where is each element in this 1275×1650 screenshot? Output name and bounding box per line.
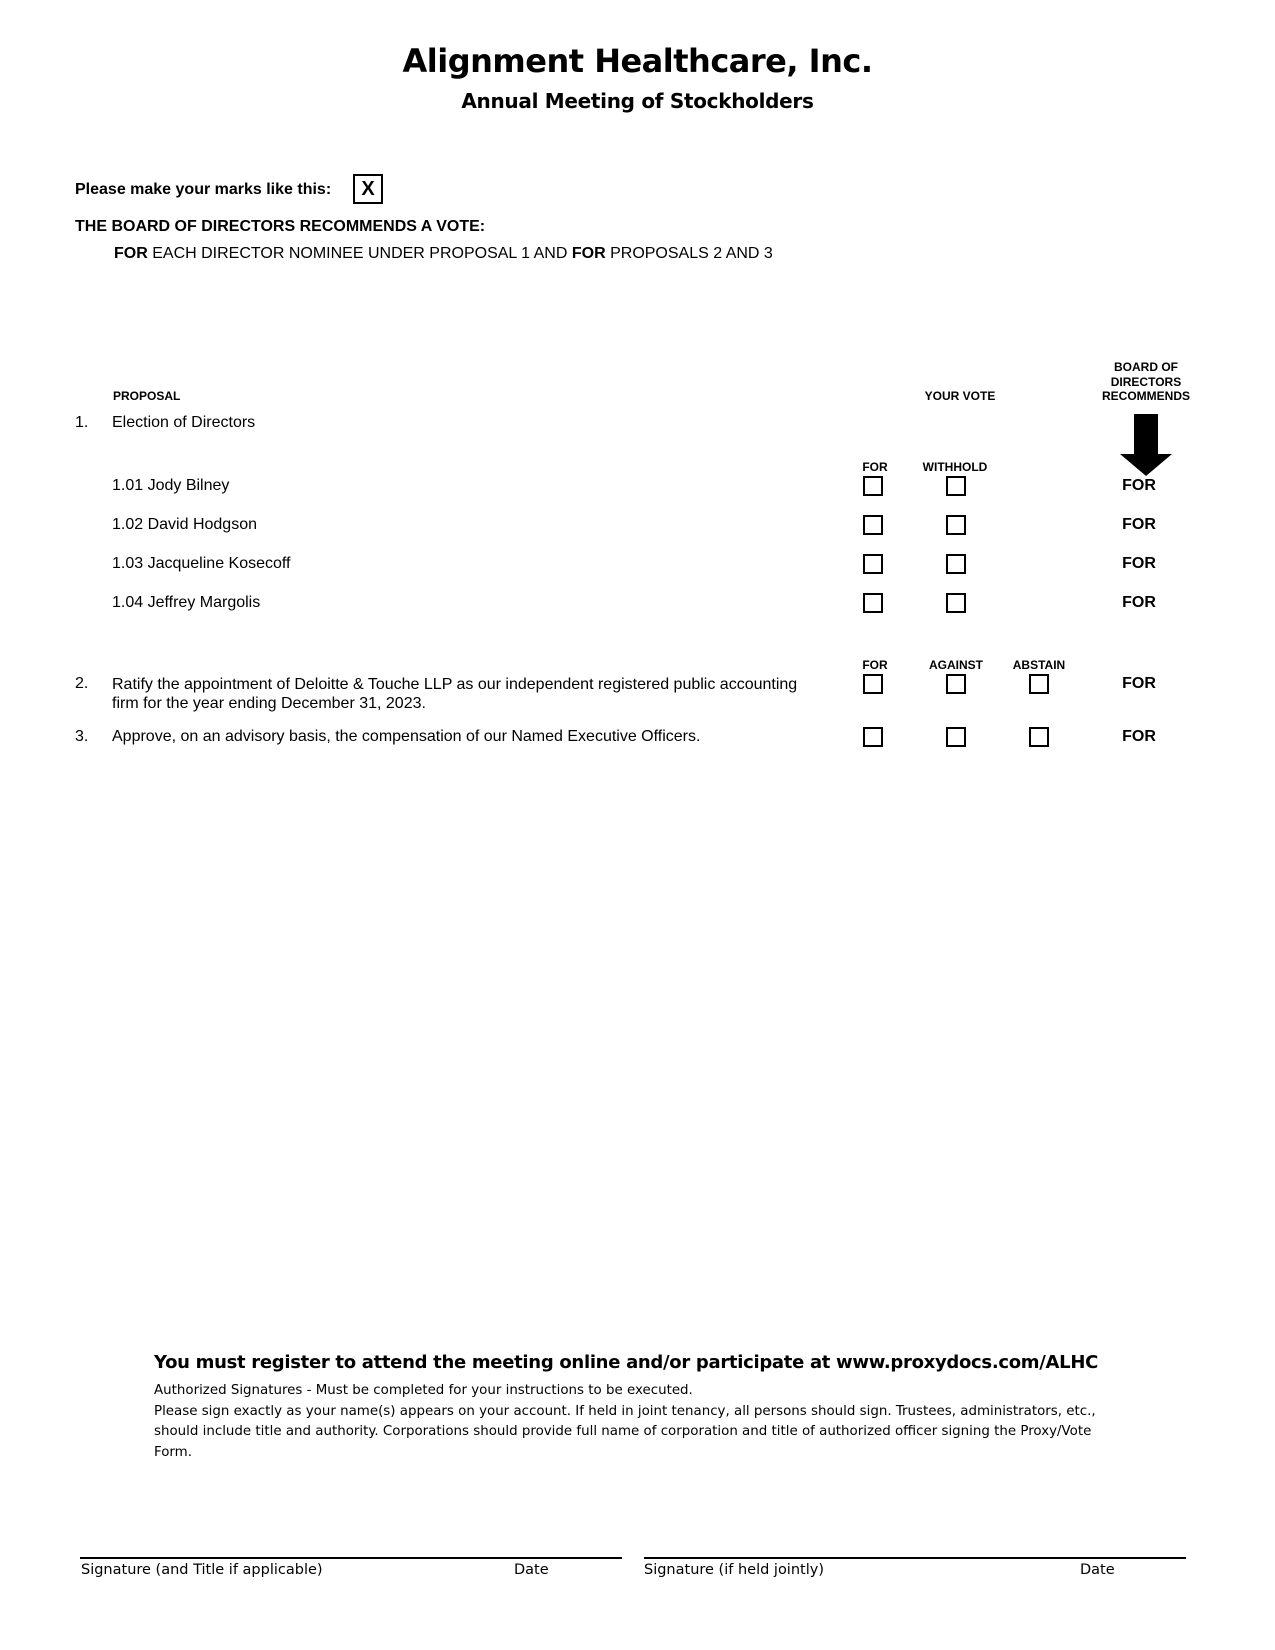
vote-for-checkbox[interactable] (863, 674, 883, 694)
vote-abstain-checkbox[interactable] (1029, 674, 1049, 694)
board-rec-header-line: RECOMMENDS (1101, 389, 1190, 403)
vote-withhold-checkbox[interactable] (946, 593, 966, 613)
authorized-signatures-note: Authorized Signatures - Must be completed for your instructions to be executed. (154, 1383, 693, 1398)
board-rec-header-line: BOARD OF (1114, 360, 1178, 374)
signing-instruction-line: Form. (154, 1444, 192, 1460)
board-line-part1: EACH DIRECTOR NOMINEE UNDER PROPOSAL 1 AND (147, 245, 572, 262)
board-recommendation: FOR (1122, 555, 1156, 572)
vote-for-checkbox[interactable] (863, 554, 883, 574)
your-vote-column-header: YOUR VOTE (924, 389, 996, 403)
board-recommendation: FOR (1122, 477, 1156, 494)
sample-mark-box: X (353, 174, 383, 204)
signing-instruction-line: Please sign exactly as your name(s) appears on your account. If held in joint tenancy, all persons should sign. Trustees, administrators, etc., (154, 1403, 1096, 1419)
board-rec-header-line: DIRECTORS (1110, 374, 1182, 389)
signature-instructions (154, 1381, 1154, 1463)
vote-for-checkbox[interactable] (863, 593, 883, 613)
proposal-number: 1. (75, 414, 89, 431)
board-recommendation: FOR (1122, 675, 1156, 692)
board-recommendation: FOR (1122, 728, 1156, 745)
joint-signature-line[interactable] (644, 1557, 1186, 1559)
proposal-column-header: PROPOSAL (113, 389, 181, 403)
board-recommendation: FOR (1122, 516, 1156, 533)
abstain-column-label: ABSTAIN (1012, 658, 1066, 672)
nominee-label: 1.01 Jody Bilney (112, 477, 230, 494)
withhold-column-label: WITHHOLD (922, 460, 988, 474)
against-column-label: AGAINST (929, 658, 983, 672)
vote-against-checkbox[interactable] (946, 674, 966, 694)
nominee-label: 1.04 Jeffrey Margolis (112, 594, 261, 611)
vote-abstain-checkbox[interactable] (1029, 727, 1049, 747)
for-column-label: FOR (862, 460, 888, 474)
marks-instruction: Please make your marks like this: (75, 181, 332, 198)
board-recommends-column-header (1086, 360, 1206, 404)
proposal-number: 3. (75, 728, 89, 745)
nominee-label: 1.03 Jacqueline Kosecoff (112, 555, 291, 572)
board-recommendation-line (114, 245, 773, 263)
for-emphasis: FOR (114, 245, 148, 262)
document-title: Alignment Healthcare, Inc. (402, 42, 873, 80)
down-arrow-icon (1118, 414, 1174, 476)
proposal-title: Election of Directors (112, 414, 256, 431)
vote-against-checkbox[interactable] (946, 727, 966, 747)
joint-signature-label: Signature (if held jointly) (644, 1562, 824, 1578)
proposal-text (112, 675, 842, 713)
date-label: Date (1080, 1562, 1115, 1578)
proposal-text-line: firm for the year ending December 31, 2023. (112, 695, 426, 712)
signing-instruction-line: should include title and authority. Corporations should provide full name of corporation and title of authorized officer signing the Proxy/Vote (154, 1424, 1092, 1439)
board-line-part2: PROPOSALS 2 AND 3 (605, 245, 773, 262)
proposal-number: 2. (75, 675, 89, 692)
proposal-text: Approve, on an advisory basis, the compensation of our Named Executive Officers. (112, 728, 701, 745)
vote-for-checkbox[interactable] (863, 727, 883, 747)
registration-notice: You must register to attend the meeting online and/or participate at www.proxydocs.com/ALHC (154, 1352, 1099, 1373)
vote-for-checkbox[interactable] (863, 476, 883, 496)
vote-withhold-checkbox[interactable] (946, 515, 966, 535)
vote-withhold-checkbox[interactable] (946, 476, 966, 496)
proposal-text-line: Ratify the appointment of Deloitte & Touche LLP as our independent registered public accounting (112, 676, 798, 693)
signature-line[interactable] (80, 1557, 622, 1559)
vote-withhold-checkbox[interactable] (946, 554, 966, 574)
document-subtitle: Annual Meeting of Stockholders (461, 89, 814, 113)
vote-for-checkbox[interactable] (863, 515, 883, 535)
signature-label: Signature (and Title if applicable) (81, 1562, 323, 1578)
board-recommendation-heading: THE BOARD OF DIRECTORS RECOMMENDS A VOTE: (75, 218, 486, 235)
date-label: Date (514, 1562, 549, 1578)
for-emphasis: FOR (571, 245, 606, 262)
board-recommendation: FOR (1122, 594, 1156, 611)
nominee-label: 1.02 David Hodgson (112, 516, 257, 533)
for-column-label: FOR (862, 658, 888, 672)
